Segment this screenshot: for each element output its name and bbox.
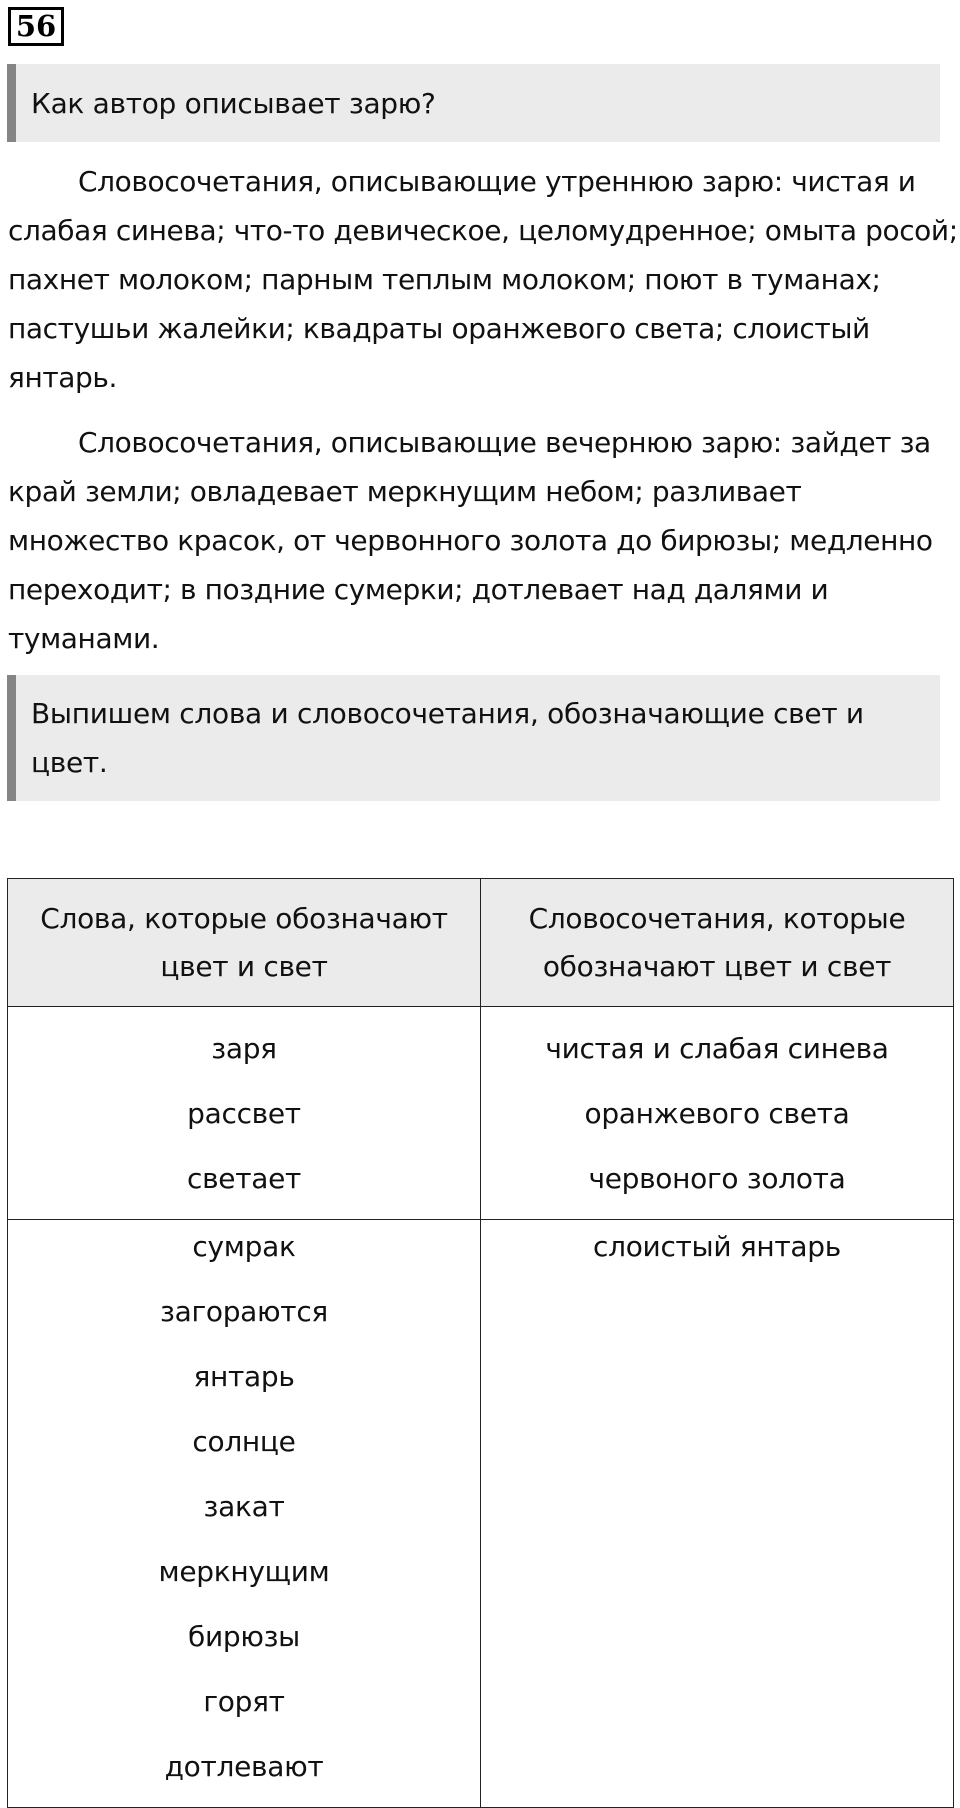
task-box <box>7 675 940 801</box>
word-item: сумрак <box>192 1230 296 1263</box>
phrase-item: слоистый янтарь <box>593 1230 841 1263</box>
paragraph-morning-dawn <box>8 157 958 402</box>
word-item: янтарь <box>193 1360 295 1393</box>
words-table <box>7 878 954 1808</box>
word-item: солнце <box>192 1425 296 1458</box>
word-item: закат <box>203 1490 285 1523</box>
question-box <box>7 64 940 142</box>
word-item: меркнущим <box>158 1555 330 1588</box>
word-item: рассвет <box>187 1097 301 1130</box>
word-item: дотлевают <box>164 1750 324 1783</box>
phrases-cell <box>481 1220 954 1808</box>
paragraph-evening-dawn <box>8 418 958 663</box>
table-row <box>8 1220 954 1808</box>
paragraph-text: Словосочетания, описывающие вечернюю зарю: зайдет за край земли; овладевает меркнущим небом; разливает множество красок, от червонного золота до бирюзы; медленно переходит; в поздние сумерки; дотлевает над далями и туманами. <box>8 426 933 655</box>
paragraph-text: Словосочетания, описывающие утреннюю зарю: чистая и слабая синева; что-то девическое, целомудренное; омыта росой; пахнет молоком; парным теплым молоком; поют в туманах; пастушьи жалейки; квадраты оранжевого света; слоистый янтарь. <box>8 165 958 394</box>
table-row <box>8 1007 954 1220</box>
word-item: заря <box>211 1032 277 1065</box>
phrases-cell <box>481 1007 954 1220</box>
word-item: загораются <box>160 1295 328 1328</box>
word-item: горят <box>203 1685 285 1718</box>
task-number: 56 <box>8 7 64 46</box>
task-text: Выпишем слова и словосочетания, обозначающие свет и цвет. <box>31 697 864 779</box>
question-text: Как автор описывает зарю? <box>31 86 436 120</box>
phrase-item: червоного золота <box>588 1162 846 1195</box>
words-cell <box>8 1007 481 1220</box>
header-words: Слова, которые обозначают цвет и свет <box>8 879 481 1007</box>
phrase-item: оранжевого света <box>584 1097 850 1130</box>
phrase-item: чистая и слабая синева <box>545 1032 889 1065</box>
word-item: бирюзы <box>187 1620 300 1653</box>
table-header-row <box>8 879 954 1007</box>
words-cell <box>8 1220 481 1808</box>
header-phrases: Словосочетания, которые обозначают цвет и свет <box>481 879 954 1007</box>
word-item: светает <box>186 1162 302 1195</box>
